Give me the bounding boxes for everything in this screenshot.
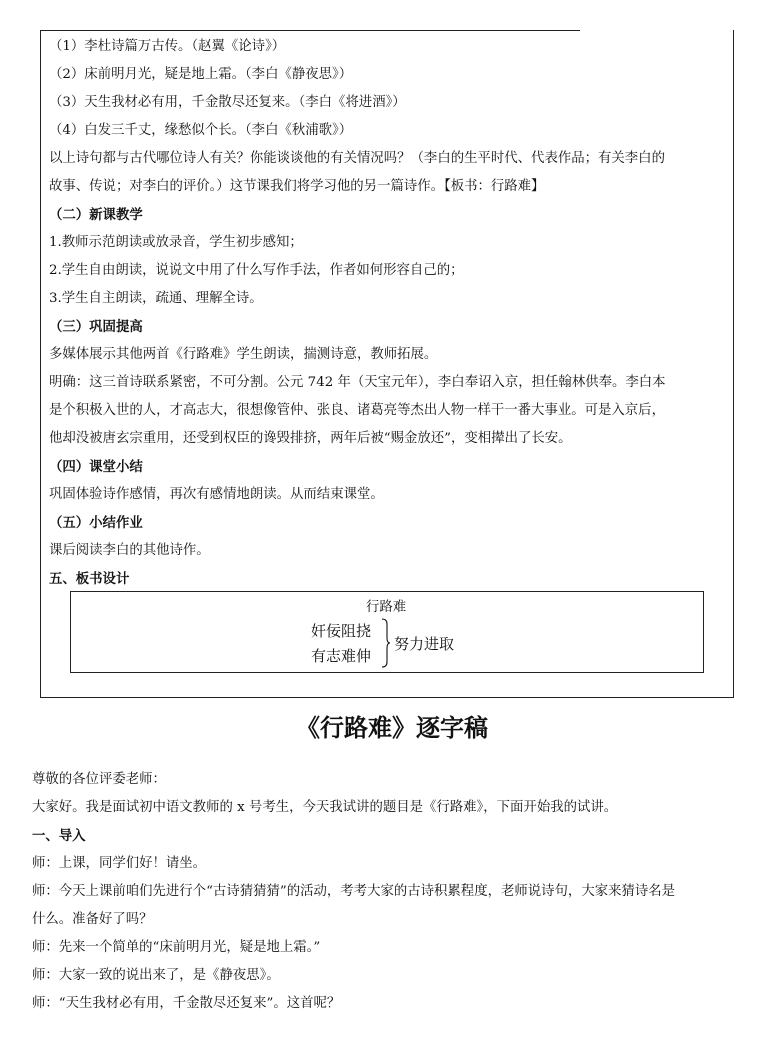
section-heading-new-lesson: （二）新课教学 [49, 207, 143, 223]
quote-line-4: （4）白发三千丈，缘愁似个长。（李白《秋浦歌》） [49, 123, 353, 138]
clarify-line-1: 明确：这三首诗联系紧密，不可分割。公元 742 年（天宝元年），李白奉诏入京，担任翰林供奉。李白本 [49, 375, 666, 390]
doc-title: 《行路难》逐字稿 [296, 713, 488, 742]
script-line-8: 师：大家一致的说出来了，是《静夜思》。 [32, 968, 280, 983]
board-left-bottom: 有志难伸 [311, 647, 372, 665]
quote-line-2: （2）床前明月光，疑是地上霜。（李白《静夜思》） [49, 67, 353, 82]
script-line-2: 大家好。我是面试初中语文教师的 x 号考生，今天我试讲的题目是《行路难》，下面开始我的试讲。 [32, 800, 618, 815]
step-line-1: 1.教师示范朗读或放录音，学生初步感知； [49, 235, 303, 250]
quote-line-1: （1）李杜诗篇万古传。（赵翼《论诗》） [49, 39, 286, 54]
script-heading-intro: 一、导入 [32, 828, 86, 844]
section-heading-board-design: 五、板书设计 [49, 571, 130, 587]
step-line-2: 2.学生自由朗读，说说文中用了什么写作手法，作者如何形容自己的； [49, 263, 464, 278]
summary-line: 巩固体验诗作感情，再次有感情地朗读。从而结束课堂。 [49, 487, 384, 502]
step-line-3: 3.学生自主朗读，疏通、理解全诗。 [49, 291, 263, 306]
clarify-line-2: 是个积极入世的人，才高志大，很想像管仲、张良、诸葛亮等杰出人物一样干一番大事业。可是入京后， [49, 403, 665, 418]
question-paragraph-line-1: 以上诗句都与古代哪位诗人有关？你能谈谈他的有关情况吗？（李白的生平时代、代表作品；有关李白的 [49, 151, 665, 166]
consolidate-line-1: 多媒体展示其他两首《行路难》学生朗读，揣测诗意，教师拓展。 [49, 347, 438, 362]
script-line-9: 师：“天生我材必有用，千金散尽还复来”。这首呢？ [32, 996, 341, 1011]
clarify-line-3: 他却没被唐玄宗重用，还受到权臣的谗毁排挤，两年后被“赐金放还”，变相撵出了长安。 [49, 431, 572, 446]
homework-line: 课后阅读李白的其他诗作。 [49, 543, 210, 558]
script-line-7: 师：先来一个简单的“床前明月光，疑是地上霜。” [32, 940, 321, 955]
script-line-1: 尊敬的各位评委老师： [32, 772, 166, 787]
script-line-5: 师：今天上课前咱们先进行个“古诗猜猜猜”的活动，考考大家的古诗积累程度，老师说诗句，大家来猜诗名是 [32, 884, 676, 899]
script-line-4: 师：上课，同学们好！请坐。 [32, 856, 207, 871]
section-heading-consolidate: （三）巩固提高 [49, 319, 143, 335]
curly-brace-icon [381, 618, 391, 668]
board-title: 行路难 [366, 600, 407, 615]
board-left-top: 奸佞阻挠 [311, 622, 372, 640]
section-heading-homework: （五）小结作业 [49, 515, 143, 531]
quote-line-3: （3）天生我材必有用，千金散尽还复来。（李白《将进酒》） [49, 95, 406, 110]
question-paragraph-line-2: 故事、传说；对李白的评价。）这节课我们将学习他的另一篇诗作。【板书：行路难】 [49, 179, 545, 194]
script-line-6: 什么。准备好了吗？ [32, 912, 153, 927]
board-right: 努力进取 [394, 635, 455, 653]
section-heading-summary: （四）课堂小结 [49, 459, 143, 475]
